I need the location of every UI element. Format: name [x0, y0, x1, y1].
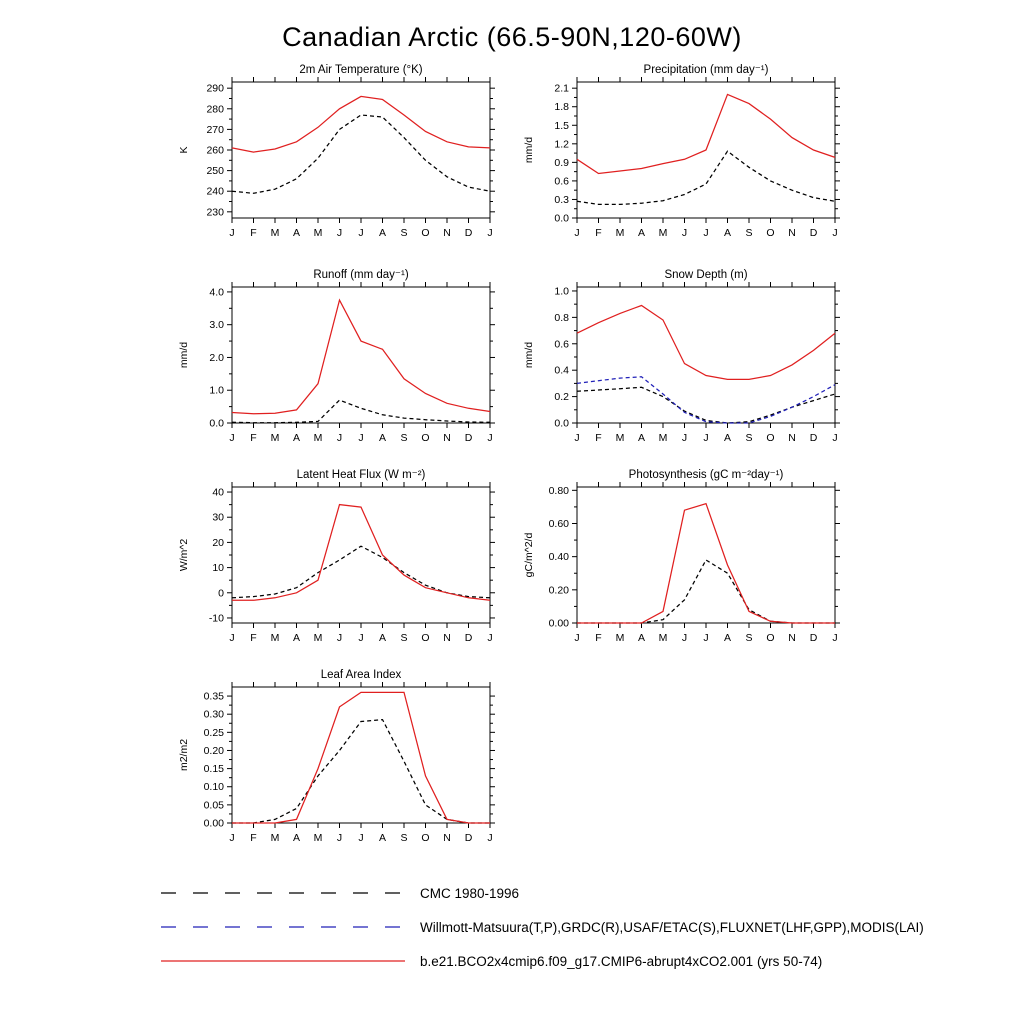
series-model-line — [577, 504, 835, 623]
x-tick-label: M — [270, 227, 280, 239]
y-tick-label: 0.30 — [203, 708, 224, 721]
y-tick-label: 0.2 — [554, 391, 569, 404]
series-cmc-line — [232, 720, 490, 823]
y-tick-label: 250 — [206, 165, 224, 178]
x-tick-label: A — [723, 632, 732, 644]
x-tick-label: J — [487, 227, 493, 239]
y-tick-label: 0.3 — [554, 193, 569, 206]
y-tick-label: 0.0 — [554, 417, 569, 430]
x-tick-label: N — [443, 432, 451, 444]
legend — [160, 876, 1010, 978]
y-tick-label: 3.0 — [209, 319, 224, 332]
series-obs-line — [577, 377, 835, 423]
x-tick-label: A — [723, 227, 732, 239]
x-tick-label: J — [832, 227, 838, 239]
legend-line-cmc-dashed — [160, 888, 406, 898]
series-cmc-line — [577, 560, 835, 623]
x-tick-label: D — [464, 832, 473, 844]
x-tick-label: O — [421, 632, 430, 644]
y-tick-label: 1.2 — [554, 138, 569, 151]
series-cmc-line — [232, 400, 490, 423]
chart-svg — [517, 265, 857, 450]
y-tick-label: 0.20 — [203, 744, 224, 757]
y-tick-label: 0.60 — [548, 517, 569, 530]
x-tick-label: J — [229, 227, 235, 239]
series-model-line — [232, 96, 490, 152]
series-cmc-line — [232, 115, 490, 193]
x-tick-label: A — [292, 632, 301, 644]
x-tick-label: A — [292, 832, 301, 844]
x-tick-label: F — [595, 432, 602, 444]
series-cmc-line — [577, 387, 835, 423]
x-tick-label: A — [637, 632, 646, 644]
x-tick-label: S — [745, 227, 753, 239]
x-tick-label: M — [658, 432, 668, 444]
x-tick-label: D — [809, 227, 818, 239]
x-tick-label: J — [336, 632, 343, 644]
y-tick-label: 30 — [212, 511, 224, 524]
chart-title: Runoff (mm day⁻¹) — [313, 269, 409, 281]
y-axis-label: mm/d — [523, 341, 535, 369]
x-tick-label: O — [766, 432, 775, 444]
y-tick-label: 0.25 — [203, 726, 224, 739]
y-tick-label: 4.0 — [209, 286, 224, 299]
x-tick-label: F — [595, 227, 602, 239]
legend-line-model-solid — [160, 956, 406, 966]
x-tick-label: A — [292, 432, 301, 444]
x-tick-label: J — [681, 432, 688, 444]
x-tick-label: O — [766, 227, 775, 239]
x-tick-label: M — [313, 632, 323, 644]
series-cmc-line — [577, 151, 835, 204]
y-tick-label: 0.20 — [548, 584, 569, 597]
legend-label-cmc: CMC 1980-1996 — [420, 885, 520, 901]
plot-area — [577, 287, 835, 423]
y-tick-label: 240 — [206, 185, 224, 198]
plot-area — [232, 287, 490, 423]
x-tick-label: O — [766, 632, 775, 644]
x-tick-label: M — [313, 227, 323, 239]
x-tick-label: O — [421, 432, 430, 444]
x-tick-label: J — [681, 227, 688, 239]
x-tick-label: J — [574, 227, 580, 239]
y-tick-label: 0.6 — [554, 175, 569, 188]
x-tick-label: A — [378, 227, 387, 239]
x-tick-label: A — [723, 432, 732, 444]
y-tick-label: 260 — [206, 144, 224, 157]
y-tick-label: 0.00 — [548, 617, 569, 630]
y-tick-label: 0.10 — [203, 781, 224, 794]
x-tick-label: O — [421, 832, 430, 844]
legend-label-model: b.e21.BCO2x4cmip6.f09_g17.CMIP6-abrupt4xCO2.001 (yrs 50-74) — [420, 953, 823, 969]
x-tick-label: N — [443, 632, 451, 644]
x-tick-label: F — [250, 632, 257, 644]
x-tick-label: A — [637, 432, 646, 444]
y-tick-label: 0.9 — [554, 156, 569, 169]
x-tick-label: N — [788, 432, 796, 444]
y-tick-label: 0.35 — [203, 690, 224, 703]
y-axis-label: mm/d — [523, 136, 535, 164]
y-axis-label: gC/m^2/d — [523, 532, 535, 578]
x-tick-label: S — [745, 632, 753, 644]
figure-title: Canadian Arctic (66.5-90N,120-60W) — [282, 22, 742, 52]
chart-photosynthesis — [517, 465, 857, 650]
x-tick-label: S — [400, 832, 408, 844]
x-tick-label: J — [336, 227, 343, 239]
y-tick-label: 40 — [212, 486, 224, 499]
x-tick-label: S — [745, 432, 753, 444]
series-model-line — [577, 306, 835, 380]
x-tick-label: M — [615, 632, 625, 644]
x-tick-label: M — [313, 432, 323, 444]
x-tick-label: F — [595, 632, 602, 644]
y-tick-label: 2.1 — [554, 82, 569, 95]
x-tick-label: J — [336, 832, 343, 844]
y-tick-label: 280 — [206, 103, 224, 116]
x-tick-label: J — [574, 632, 580, 644]
chart-svg — [172, 465, 512, 650]
x-tick-label: N — [788, 227, 796, 239]
y-tick-label: 10 — [212, 562, 224, 575]
x-tick-label: A — [292, 227, 301, 239]
x-tick-label: M — [658, 632, 668, 644]
y-tick-label: 0.0 — [554, 212, 569, 225]
x-tick-label: M — [615, 432, 625, 444]
y-tick-label: 0.00 — [203, 817, 224, 830]
series-model-line — [577, 94, 835, 173]
chart-snow-depth — [517, 265, 857, 450]
y-tick-label: 1.5 — [554, 119, 569, 132]
series-model-line — [232, 505, 490, 601]
series-model-line — [232, 300, 490, 414]
x-tick-label: D — [809, 632, 818, 644]
x-tick-label: A — [378, 832, 387, 844]
chart-title: Precipitation (mm day⁻¹) — [643, 64, 769, 76]
x-tick-label: N — [788, 632, 796, 644]
x-tick-label: D — [809, 432, 818, 444]
x-tick-label: J — [358, 227, 364, 239]
plot-area — [577, 487, 835, 623]
x-tick-label: M — [615, 227, 625, 239]
x-tick-label: J — [487, 632, 493, 644]
legend-line-obs-dashed — [160, 922, 406, 932]
legend-item-model — [160, 944, 1010, 978]
x-tick-label: M — [313, 832, 323, 844]
x-tick-label: J — [487, 432, 493, 444]
x-tick-label: J — [703, 632, 709, 644]
x-tick-label: S — [400, 227, 408, 239]
x-tick-label: S — [400, 632, 408, 644]
y-tick-label: 0.0 — [209, 417, 224, 430]
plot-area — [232, 687, 490, 823]
chart-latent-heat-flux — [172, 465, 512, 650]
chart-title: Leaf Area Index — [320, 669, 402, 681]
x-tick-label: J — [832, 432, 838, 444]
x-tick-label: J — [574, 432, 580, 444]
x-tick-label: J — [681, 632, 688, 644]
y-tick-label: -10 — [208, 612, 224, 625]
x-tick-label: O — [421, 227, 430, 239]
y-tick-label: 0.8 — [554, 311, 569, 324]
x-tick-label: J — [358, 632, 364, 644]
x-tick-label: A — [637, 227, 646, 239]
y-tick-label: 20 — [212, 536, 224, 549]
x-tick-label: D — [464, 432, 473, 444]
chart-svg — [517, 465, 857, 650]
x-tick-label: S — [400, 432, 408, 444]
series-model-line — [232, 692, 490, 823]
x-tick-label: J — [229, 832, 235, 844]
chart-title: Latent Heat Flux (W m⁻²) — [296, 469, 426, 481]
y-tick-label: 230 — [206, 206, 224, 219]
x-tick-label: J — [336, 432, 343, 444]
x-tick-label: F — [250, 227, 257, 239]
y-tick-label: 0.6 — [554, 338, 569, 351]
x-tick-label: A — [378, 432, 387, 444]
x-tick-label: J — [703, 432, 709, 444]
x-tick-label: N — [443, 227, 451, 239]
x-tick-label: J — [703, 227, 709, 239]
x-tick-label: M — [270, 832, 280, 844]
y-tick-label: 0.4 — [554, 364, 569, 377]
y-tick-label: 0.40 — [548, 551, 569, 564]
y-tick-label: 0.80 — [548, 484, 569, 497]
x-tick-label: N — [443, 832, 451, 844]
x-tick-label: F — [250, 832, 257, 844]
x-tick-label: J — [358, 832, 364, 844]
chart-svg — [172, 665, 512, 850]
legend-label-obs: Willmott-Matsuura(T,P),GRDC(R),USAF/ETAC(S),FLUXNET(LHF,GPP),MODIS(LAI) — [420, 919, 924, 935]
y-tick-label: 1.0 — [554, 285, 569, 298]
chart-leaf-area-index — [172, 665, 512, 850]
chart-title: Photosynthesis (gC m⁻²day⁻¹) — [628, 469, 784, 481]
y-tick-label: 0.05 — [203, 799, 224, 812]
x-tick-label: J — [487, 832, 493, 844]
x-tick-label: A — [378, 632, 387, 644]
chart-title: 2m Air Temperature (°K) — [299, 64, 423, 76]
legend-item-obs — [160, 910, 1010, 944]
chart-precipitation — [517, 60, 857, 245]
chart-svg — [517, 60, 857, 245]
x-tick-label: D — [464, 632, 473, 644]
legend-item-cmc — [160, 876, 1010, 910]
y-tick-label: 1.8 — [554, 101, 569, 114]
chart-title: Snow Depth (m) — [664, 269, 748, 281]
x-tick-label: M — [270, 432, 280, 444]
y-axis-label: m2/m2 — [178, 738, 190, 772]
y-tick-label: 290 — [206, 82, 224, 95]
chart-svg — [172, 60, 512, 245]
x-tick-label: J — [229, 432, 235, 444]
chart-runoff — [172, 265, 512, 450]
y-axis-label: W/m^2 — [178, 538, 190, 572]
x-tick-label: M — [658, 227, 668, 239]
x-tick-label: M — [270, 632, 280, 644]
chart-svg — [172, 265, 512, 450]
y-tick-label: 2.0 — [209, 351, 224, 364]
x-tick-label: D — [464, 227, 473, 239]
x-tick-label: F — [250, 432, 257, 444]
y-axis-label: mm/d — [178, 341, 190, 369]
y-tick-label: 270 — [206, 123, 224, 136]
x-tick-label: J — [229, 632, 235, 644]
x-tick-label: J — [832, 632, 838, 644]
chart-2m-air-temperature — [172, 60, 512, 245]
x-tick-label: J — [358, 432, 364, 444]
series-cmc-line — [232, 546, 490, 598]
y-axis-label: K — [178, 146, 190, 154]
y-tick-label: 1.0 — [209, 384, 224, 397]
y-tick-label: 0 — [218, 587, 224, 600]
y-tick-label: 0.15 — [203, 763, 224, 776]
